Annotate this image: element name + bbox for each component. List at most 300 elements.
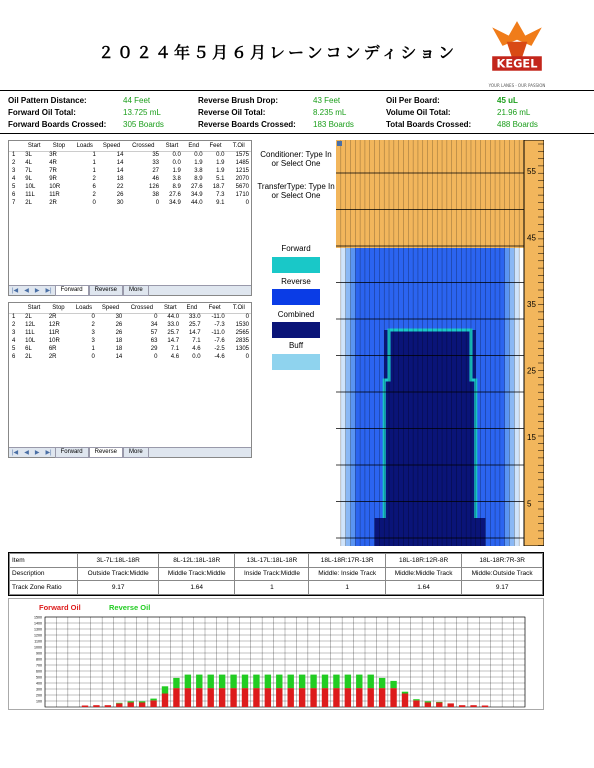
bar-forward: [185, 688, 191, 707]
legend-swatch-forward: [272, 257, 320, 273]
lane-oil-graph: [336, 140, 544, 546]
corner-icon: [337, 141, 342, 146]
table-cell[interactable]: 14: [116, 168, 124, 174]
ruler-label: 35: [527, 300, 536, 309]
table-cell[interactable]: 30: [115, 314, 123, 321]
table-cell: Track Zone Ratio: [10, 581, 78, 595]
table-cell[interactable]: 2R: [48, 314, 57, 321]
table-cell: 18L-18R:17R-13R: [309, 554, 385, 568]
reverse-table: [8, 302, 252, 458]
table-cell[interactable]: 4R: [49, 160, 57, 166]
bar-reverse: [173, 678, 179, 688]
bar-forward: [93, 705, 99, 707]
bar-forward: [333, 688, 339, 707]
bar-forward: [82, 706, 88, 708]
column-header: Stop: [46, 141, 72, 151]
table-cell[interactable]: 12R: [48, 322, 60, 328]
bar-forward: [219, 688, 225, 707]
table-cell[interactable]: -11.0: [211, 314, 225, 321]
table-cell: 13L-17L:18L-18R: [235, 554, 309, 568]
bar-forward: [196, 688, 202, 707]
bar-forward: [242, 688, 248, 707]
table-cell: 1: [235, 581, 309, 595]
sheet-tabs: [9, 447, 251, 457]
table-cell[interactable]: 6R: [48, 346, 57, 352]
table-cell[interactable]: 8.9: [194, 176, 203, 182]
info-label: Volume Oil Total:: [386, 108, 451, 117]
bar-reverse: [242, 675, 248, 689]
combined-region: [384, 330, 476, 546]
bar-forward: [322, 688, 328, 707]
table-cell[interactable]: 0.0: [194, 152, 203, 159]
table-cell[interactable]: 7: [12, 200, 16, 206]
bar-forward: [173, 688, 179, 707]
bar-forward: [459, 705, 465, 707]
table-cell[interactable]: 7R: [49, 168, 57, 174]
divider: [0, 133, 594, 134]
bar-reverse: [425, 701, 431, 702]
table-cell[interactable]: 7L: [25, 168, 32, 174]
table-cell[interactable]: 9.1: [216, 200, 225, 206]
column-header: Loads: [72, 141, 98, 151]
table-cell[interactable]: 0: [91, 354, 95, 360]
bar-reverse: [345, 675, 351, 689]
table-cell[interactable]: 30: [116, 200, 124, 206]
table-cell[interactable]: 33: [152, 160, 160, 166]
table-row: [10, 567, 543, 581]
ruler-label: 25: [527, 366, 536, 376]
table-cell[interactable]: 10L: [25, 184, 36, 190]
y-tick-label: 1400: [34, 621, 42, 626]
table-cell[interactable]: 33.0: [167, 322, 180, 328]
table-cell[interactable]: 29: [150, 346, 158, 352]
table-cell: Middle:Middle Track: [385, 567, 461, 581]
ruler-label: 55: [527, 167, 536, 176]
table-cell[interactable]: 14.7: [188, 330, 201, 336]
table-cell[interactable]: 26: [115, 322, 123, 328]
table-row: [9, 337, 251, 345]
table-cell[interactable]: 2L: [25, 354, 32, 360]
bar-forward: [482, 706, 488, 708]
bar-reverse: [333, 675, 339, 689]
bar-reverse: [253, 675, 259, 689]
column-header: Start: [22, 141, 46, 151]
column-header: Start: [159, 303, 181, 313]
divider: [0, 90, 594, 91]
bar-reverse: [116, 703, 122, 704]
table-cell: Middle:Outside Track: [462, 567, 543, 581]
tab-more[interactable]: More: [123, 286, 149, 296]
table-cell[interactable]: 6: [12, 354, 16, 360]
info-value: 44 Feet: [123, 96, 151, 105]
table-cell[interactable]: -7.6: [214, 338, 225, 344]
bar-forward: [299, 688, 305, 707]
bar-forward: [470, 705, 476, 707]
bar-forward: [208, 688, 214, 707]
table-row: [9, 353, 251, 361]
kegel-logo: [486, 17, 548, 79]
table-cell[interactable]: 18: [115, 338, 123, 344]
tab-reverse[interactable]: Reverse: [89, 286, 123, 296]
bar-forward: [150, 700, 156, 707]
y-tick-label: 200: [36, 693, 42, 698]
table-cell[interactable]: 4: [12, 338, 16, 344]
bar-reverse: [196, 675, 202, 689]
table-cell[interactable]: 2R: [49, 200, 57, 206]
table-cell[interactable]: 1: [92, 168, 96, 174]
table-cell[interactable]: 7.1: [192, 338, 201, 344]
table-cell[interactable]: 4.6: [170, 354, 180, 360]
table-cell[interactable]: 1: [91, 346, 95, 352]
info-label: Total Boards Crossed:: [386, 120, 472, 129]
table-cell: Item: [10, 554, 78, 568]
table-cell[interactable]: -11.0: [211, 330, 225, 336]
legend-label-reverse: Reverse: [281, 277, 311, 286]
sheet-nav-icon[interactable]: ◀: [24, 288, 29, 294]
table-cell[interactable]: 2565: [235, 330, 249, 336]
table-cell: Inside Track:Middle: [235, 567, 309, 581]
table-cell[interactable]: 1530: [235, 322, 249, 328]
column-header: [9, 303, 22, 313]
table-cell[interactable]: 14: [115, 354, 123, 360]
table-cell[interactable]: 0: [245, 354, 249, 360]
info-value: 8.235 mL: [313, 108, 347, 117]
table-cell: 9.17: [462, 581, 543, 595]
table-cell[interactable]: 2: [12, 160, 16, 166]
table-cell[interactable]: 1.9: [194, 160, 203, 166]
table-cell: 1: [309, 581, 385, 595]
bar-reverse: [299, 675, 305, 689]
table-cell[interactable]: 2835: [235, 338, 249, 344]
table-cell[interactable]: 3R: [49, 152, 57, 159]
table-cell[interactable]: 3.8: [194, 168, 203, 174]
column-header: [9, 141, 22, 151]
table-row: [10, 581, 543, 595]
table-cell[interactable]: 35: [152, 152, 160, 159]
table-cell[interactable]: 2R: [48, 354, 57, 360]
table-cell[interactable]: 2070: [235, 176, 249, 182]
forward-table: [8, 140, 252, 296]
table-cell[interactable]: 3: [91, 338, 95, 344]
table-cell[interactable]: 11R: [48, 330, 60, 336]
table-cell[interactable]: 3: [12, 330, 16, 336]
table-cell[interactable]: 11L: [25, 330, 35, 336]
sheet-nav-icon[interactable]: ◀: [24, 450, 29, 456]
column-header: End: [183, 141, 205, 151]
table-cell[interactable]: 6: [12, 192, 16, 198]
info-label: Reverse Brush Drop:: [198, 96, 279, 105]
table-cell[interactable]: 22: [116, 184, 124, 190]
table-cell[interactable]: 63: [150, 338, 158, 344]
bar-forward: [253, 688, 259, 707]
table-cell[interactable]: 5.1: [216, 176, 225, 182]
table-cell[interactable]: 2: [91, 322, 95, 328]
table-cell[interactable]: 27.6: [169, 192, 181, 198]
table-cell[interactable]: 46: [152, 176, 160, 182]
table-cell[interactable]: 25.7: [167, 330, 180, 336]
table-cell[interactable]: 2: [92, 176, 96, 182]
table-cell[interactable]: 7.1: [170, 346, 180, 352]
table-cell[interactable]: 18: [115, 346, 123, 352]
legend-label-buff: Buff: [288, 341, 304, 350]
table-cell[interactable]: 3: [91, 330, 95, 336]
table-cell[interactable]: 1.9: [216, 160, 225, 166]
table-cell[interactable]: 0: [92, 200, 96, 206]
table-cell[interactable]: 1.9: [216, 168, 225, 174]
column-header: Speed: [97, 303, 124, 313]
info-value: 488 Boards: [497, 120, 538, 129]
table-cell[interactable]: 26: [115, 330, 123, 336]
bar-reverse: [436, 702, 442, 703]
bar-reverse: [162, 686, 168, 693]
table-cell[interactable]: 8.9: [172, 184, 181, 190]
table-cell[interactable]: 9R: [49, 176, 57, 182]
table-cell[interactable]: 10R: [48, 338, 60, 344]
table-cell[interactable]: 1215: [235, 168, 249, 174]
svg-text:KEGEL: KEGEL: [496, 56, 538, 71]
table-cell[interactable]: 4L: [25, 160, 32, 166]
info-label: Reverse Oil Total:: [198, 108, 266, 117]
table-cell: Middle Track:Middle: [159, 567, 235, 581]
sheet-nav-icon[interactable]: |◀: [12, 288, 19, 294]
table-cell: Middle: Inside Track: [309, 567, 385, 581]
y-tick-label: 500: [36, 675, 42, 680]
bar-reverse: [276, 675, 282, 689]
legend-forward-oil: Forward Oil: [39, 603, 81, 612]
bar-forward: [276, 688, 282, 707]
table-cell[interactable]: 126: [149, 184, 160, 190]
table-cell[interactable]: 0: [155, 200, 160, 206]
info-value: 43 Feet: [313, 96, 341, 105]
table-cell[interactable]: 9L: [25, 176, 32, 182]
table-cell[interactable]: 38: [152, 192, 160, 198]
table-cell[interactable]: 14.7: [167, 338, 180, 344]
tab-reverse[interactable]: Reverse: [89, 448, 123, 458]
table-cell[interactable]: 2L: [25, 314, 32, 321]
column-header: T.Oil: [227, 303, 251, 313]
table-cell[interactable]: 0.0: [172, 160, 181, 166]
bar-reverse: [356, 675, 362, 689]
tab-forward[interactable]: Forward: [55, 286, 89, 296]
bar-reverse: [265, 675, 271, 689]
bar-forward: [402, 694, 408, 708]
ruler-label: 5: [527, 499, 532, 509]
bar-forward: [436, 703, 442, 708]
table-cell[interactable]: 0: [91, 314, 95, 321]
table-cell: Outside Track:Middle: [78, 567, 159, 581]
table-cell[interactable]: 34.9: [169, 200, 181, 206]
table-cell[interactable]: 0: [154, 314, 158, 321]
sheet-nav-icon[interactable]: ▶|: [45, 450, 52, 456]
column-header: End: [181, 303, 203, 313]
table-row: [9, 159, 251, 167]
table-cell[interactable]: 4.6: [192, 346, 201, 352]
column-header: Stop: [46, 303, 71, 313]
table-cell[interactable]: 34: [150, 322, 158, 328]
table-cell[interactable]: 3: [12, 168, 16, 174]
bar-reverse: [230, 675, 236, 689]
ruler-label: 15: [527, 433, 536, 442]
bar-forward: [139, 703, 145, 708]
dry-zone: [336, 140, 524, 248]
table-cell[interactable]: 34.9: [190, 192, 203, 198]
y-tick-label: 1000: [34, 645, 42, 650]
bar-forward: [345, 688, 351, 707]
track-zone-table: [8, 552, 544, 596]
table-cell[interactable]: 25.7: [188, 322, 201, 328]
table-cell[interactable]: 1: [92, 152, 96, 159]
bar-reverse: [379, 678, 385, 688]
bar-reverse: [128, 701, 134, 702]
bar-forward: [310, 688, 316, 707]
table-cell[interactable]: 12L: [25, 322, 36, 328]
bar-reverse: [288, 675, 294, 689]
bar-reverse: [322, 675, 328, 689]
table-cell[interactable]: -4.6: [214, 354, 225, 360]
table-cell[interactable]: 1: [12, 152, 16, 159]
table-cell[interactable]: 0: [245, 314, 249, 321]
table-cell[interactable]: 26: [116, 192, 124, 198]
table-cell[interactable]: 10R: [49, 184, 61, 190]
bar-reverse: [219, 675, 225, 689]
table-cell[interactable]: 6: [92, 184, 96, 190]
table-cell: Description: [10, 567, 78, 581]
info-label: Forward Oil Total:: [8, 108, 76, 117]
table-cell[interactable]: -7.3: [214, 322, 225, 328]
ruler-label: 45: [527, 233, 536, 243]
table-cell[interactable]: 18.7: [212, 184, 225, 190]
legend-label-combined: Combined: [277, 310, 315, 319]
table-row: [9, 199, 251, 207]
y-tick-label: 1100: [34, 639, 42, 644]
bar-forward: [368, 688, 374, 707]
column-header: Crossed: [124, 303, 159, 313]
table-cell[interactable]: 57: [150, 330, 158, 336]
table-cell[interactable]: 11L: [25, 192, 35, 198]
bar-forward: [448, 703, 454, 707]
table-cell: 8L-12L:18L-18R: [159, 554, 235, 568]
bar-reverse: [402, 692, 408, 694]
table-cell[interactable]: 0: [154, 354, 158, 360]
table-cell[interactable]: 3L: [25, 152, 32, 159]
column-header: Start: [22, 303, 46, 313]
table-cell[interactable]: 5: [12, 346, 16, 352]
table-cell[interactable]: 1575: [235, 152, 249, 159]
table-cell[interactable]: 1485: [235, 160, 249, 166]
table-row: [9, 191, 251, 199]
table-cell: 1.64: [159, 581, 235, 595]
table-cell[interactable]: 4: [12, 176, 16, 182]
table-cell[interactable]: 1.9: [172, 168, 181, 174]
column-header: Speed: [98, 141, 126, 151]
table-cell[interactable]: -2.5: [214, 346, 225, 352]
table-cell[interactable]: 11R: [49, 192, 60, 198]
bar-forward: [162, 694, 168, 708]
table-cell[interactable]: 3.8: [172, 176, 181, 182]
table-cell[interactable]: 0.0: [172, 152, 181, 159]
logo-tagline: YOUR LANES · OUR PASSION: [488, 83, 546, 88]
table-cell[interactable]: 5670: [235, 184, 249, 190]
table-cell[interactable]: 44.0: [190, 200, 203, 206]
oil-bar-chart: [8, 598, 544, 710]
tab-forward[interactable]: Forward: [55, 448, 89, 458]
column-header: Feet: [203, 303, 227, 313]
y-tick-label: 600: [36, 669, 42, 674]
table-cell[interactable]: 27: [152, 168, 160, 174]
table-cell[interactable]: 7.3: [216, 192, 225, 198]
table-cell[interactable]: 0.0: [192, 354, 201, 360]
info-value: 21.96 mL: [497, 108, 531, 117]
sheet-nav-icon[interactable]: ▶|: [45, 288, 52, 294]
column-header: Loads: [71, 303, 97, 313]
table-row: [9, 321, 251, 329]
table-row: [10, 554, 543, 568]
bar-forward: [379, 688, 385, 707]
conditioner-label: Conditioner: Type In or Select One: [260, 150, 332, 168]
table-cell[interactable]: 14: [116, 152, 124, 159]
legend-swatch-buff: [272, 354, 320, 370]
bar-forward: [230, 688, 236, 707]
table-cell[interactable]: 1: [12, 314, 16, 321]
sheet-nav-icon[interactable]: |◀: [12, 450, 19, 456]
sheet-nav-icon[interactable]: ▶: [34, 450, 40, 456]
bar-forward: [390, 688, 396, 707]
table-cell[interactable]: 5: [12, 184, 16, 190]
info-label: Forward Boards Crossed:: [8, 120, 107, 129]
table-cell: 1.64: [385, 581, 461, 595]
bar-forward: [288, 688, 294, 707]
legend-label-forward: Forward: [281, 244, 311, 253]
table-cell[interactable]: 6L: [25, 346, 32, 352]
table-cell[interactable]: 1: [92, 160, 96, 166]
table-cell[interactable]: 2: [92, 192, 96, 198]
table-cell[interactable]: 18: [116, 176, 124, 182]
y-tick-label: 100: [36, 699, 42, 704]
table-cell[interactable]: 10L: [25, 338, 36, 344]
legend-reverse-oil: Reverse Oil: [109, 603, 151, 612]
column-header: Feet: [205, 141, 227, 151]
tab-more[interactable]: More: [123, 448, 149, 458]
sheet-tabs: [9, 285, 251, 295]
table-cell[interactable]: 27.6: [190, 184, 203, 190]
table-cell[interactable]: 0.0: [216, 152, 225, 159]
table-row: [9, 151, 251, 159]
table-cell[interactable]: 0: [245, 200, 249, 206]
table-cell[interactable]: 1305: [235, 346, 249, 352]
table-cell[interactable]: 44.0: [167, 314, 180, 321]
bar-forward: [413, 700, 419, 707]
table-cell[interactable]: 1710: [235, 192, 249, 198]
y-tick-label: 1500: [34, 615, 42, 620]
table-row: [9, 167, 251, 175]
column-header: Start: [161, 141, 183, 151]
sheet-nav-icon[interactable]: ▶: [34, 288, 40, 294]
distance-ruler: [524, 140, 544, 546]
table-row: [9, 183, 251, 191]
table-cell[interactable]: 14: [116, 160, 124, 166]
column-header: T.Oil: [226, 141, 251, 151]
y-tick-label: 1200: [34, 633, 42, 638]
bar-reverse: [208, 675, 214, 689]
info-value: 183 Boards: [313, 120, 354, 129]
table-cell: 18L-18R:12R-8R: [385, 554, 461, 568]
y-tick-label: 300: [36, 687, 42, 692]
info-label: Reverse Boards Crossed:: [198, 120, 296, 129]
table-cell[interactable]: 2: [12, 322, 16, 328]
table-cell[interactable]: 2L: [25, 200, 32, 206]
bar-reverse: [150, 699, 156, 701]
table-cell[interactable]: 33.0: [188, 314, 201, 321]
